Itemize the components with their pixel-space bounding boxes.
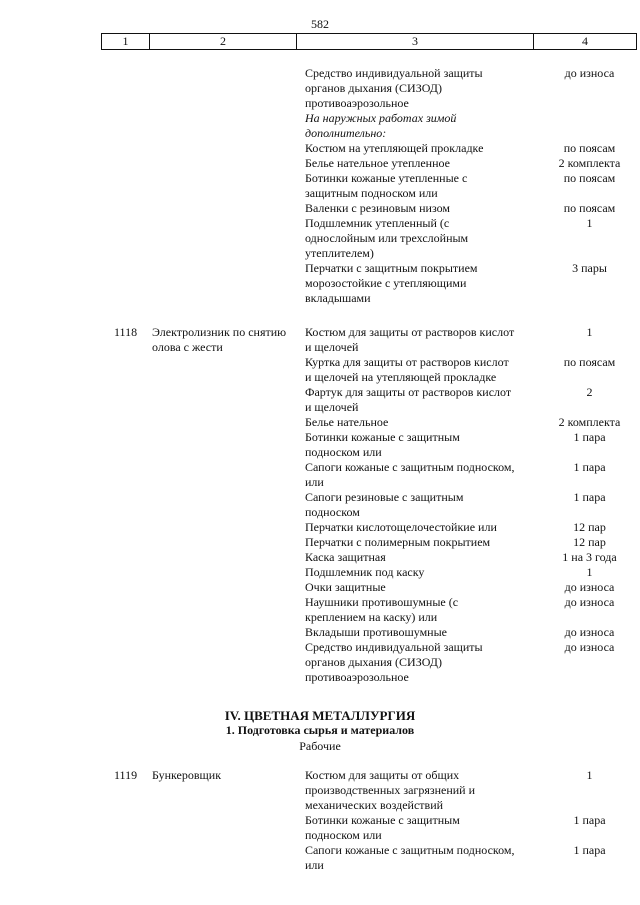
item-name: Перчатки с полимерным покрытием (305, 535, 491, 549)
list-item (305, 201, 635, 216)
item-norm: по поясам (563, 355, 616, 369)
list-item (305, 520, 635, 535)
item-name: Ботинки кожаные с защитным подноском или (305, 430, 460, 459)
list-item (305, 66, 635, 111)
item-name: Белье нательное (305, 415, 389, 429)
item-name: Сапоги резиновые с защитным подноском (305, 490, 464, 519)
item-norm: по поясам (563, 141, 616, 155)
section-title: IV. ЦВЕТНАЯ МЕТАЛЛУРГИЯ (224, 708, 416, 723)
item-norm: 2 комплекта (558, 156, 621, 170)
item-norm: 1 пара (573, 430, 606, 444)
item-norm: 2 комплекта (558, 415, 621, 429)
item-norm: 1 (586, 565, 593, 579)
item-name: Ботинки кожаные с защитным подноском или (305, 813, 460, 842)
occupation-code: 1118 (114, 325, 138, 339)
item-name: Средство индивидуальной защиты органов дыхания (СИЗОД) противоаэрозольное (305, 640, 483, 684)
item-name: Средство индивидуальной защиты органов дыхания (СИЗОД) противоаэрозольное (305, 66, 483, 110)
item-norm: 1 (586, 768, 593, 782)
list-item (305, 813, 635, 843)
item-name: Перчатки кислотощелочестойкие или (305, 520, 497, 534)
occupation-code: 1119 (114, 768, 138, 782)
item-name: Перчатки с защитным покрытием морозостойкие с утепляющими вкладышами (305, 261, 478, 305)
item-norm: до износа (564, 640, 615, 654)
list-item (305, 171, 635, 201)
item-name: Фартук для защиты от растворов кислот и щелочей (305, 385, 512, 414)
item-name: Каска защитная (305, 550, 386, 564)
list-item (305, 640, 635, 685)
item-norm: 1 пара (573, 813, 606, 827)
item-norm: 2 (586, 385, 593, 399)
item-name: Подшлемник утепленный (с однослойным или трехслойным утеплителем) (305, 216, 469, 260)
item-norm: до износа (564, 595, 615, 609)
item-name: Белье нательное утепленное (305, 156, 450, 170)
item-norm: 1 пара (573, 843, 606, 857)
header-col-2: 2 (149, 34, 296, 49)
list-item (305, 325, 635, 355)
item-norm: до износа (564, 625, 615, 639)
list-item (305, 843, 635, 873)
occupation-name: Электролизник по снятию олова с жести (152, 325, 287, 354)
item-norm: 1 (586, 325, 593, 339)
group-title: Рабочие (299, 739, 341, 753)
item-name: Валенки с резиновым низом (305, 201, 451, 215)
item-name: Сапоги кожаные с защитным подноском, или (305, 843, 515, 872)
list-item (305, 460, 635, 490)
item-name: Ботинки кожаные утепленные с защитным подноском или (305, 171, 468, 200)
list-item (305, 430, 635, 460)
item-norm: по поясам (563, 171, 616, 185)
item-name: Куртка для защиты от растворов кислот и щелочей на утепляющей прокладке (305, 355, 509, 384)
list-item (305, 141, 635, 156)
list-item (305, 580, 635, 595)
subsection-title: 1. Подготовка сырья и материалов (225, 723, 415, 737)
occupation-name: Бункеровщик (152, 768, 222, 782)
header-col-1: 1 (101, 34, 149, 49)
item-list (305, 768, 635, 873)
item-name: Подшлемник под каску (305, 565, 425, 579)
item-list (305, 325, 635, 685)
item-name: Очки защитные (305, 580, 386, 594)
item-name: Наушники противошумные (с креплением на каску) или (305, 595, 459, 624)
list-item (305, 565, 635, 580)
item-name: Сапоги кожаные с защитным подноском, или (305, 460, 515, 489)
list-item (305, 595, 635, 625)
item-name: Костюм на утепляющей прокладке (305, 141, 484, 155)
item-norm: до износа (564, 580, 615, 594)
list-item (305, 768, 635, 813)
item-name: Костюм для защиты от общих производственных загрязнений и механических воздействий (305, 768, 476, 812)
item-norm: 1 пара (573, 490, 606, 504)
item-norm: 1 (586, 216, 593, 230)
list-item (305, 261, 635, 306)
list-item (305, 355, 635, 385)
header-col-4: 4 (533, 34, 637, 49)
item-name: Вкладыши противошумные (305, 625, 447, 639)
list-item (305, 156, 635, 171)
list-item (305, 625, 635, 640)
item-name: Костюм для защиты от растворов кислот и щелочей (305, 325, 515, 354)
item-norm: 1 на 3 года (562, 550, 617, 564)
page-number: 582 (311, 17, 329, 31)
list-item (305, 385, 635, 415)
list-item (305, 216, 635, 261)
list-item (305, 535, 635, 550)
table-header (101, 33, 637, 50)
list-item (305, 111, 635, 141)
item-norm: 12 пар (573, 535, 606, 549)
item-norm: 12 пар (573, 520, 606, 534)
header-col-3: 3 (296, 34, 533, 49)
item-list (305, 66, 635, 306)
list-item (305, 415, 635, 430)
item-norm: 3 пары (572, 261, 607, 275)
item-norm: 1 пара (573, 460, 606, 474)
item-norm: по поясам (563, 201, 616, 215)
list-item (305, 490, 635, 520)
item-norm: до износа (564, 66, 615, 80)
item-subheading: На наружных работах зимой дополнительно: (305, 111, 457, 140)
list-item (305, 550, 635, 565)
